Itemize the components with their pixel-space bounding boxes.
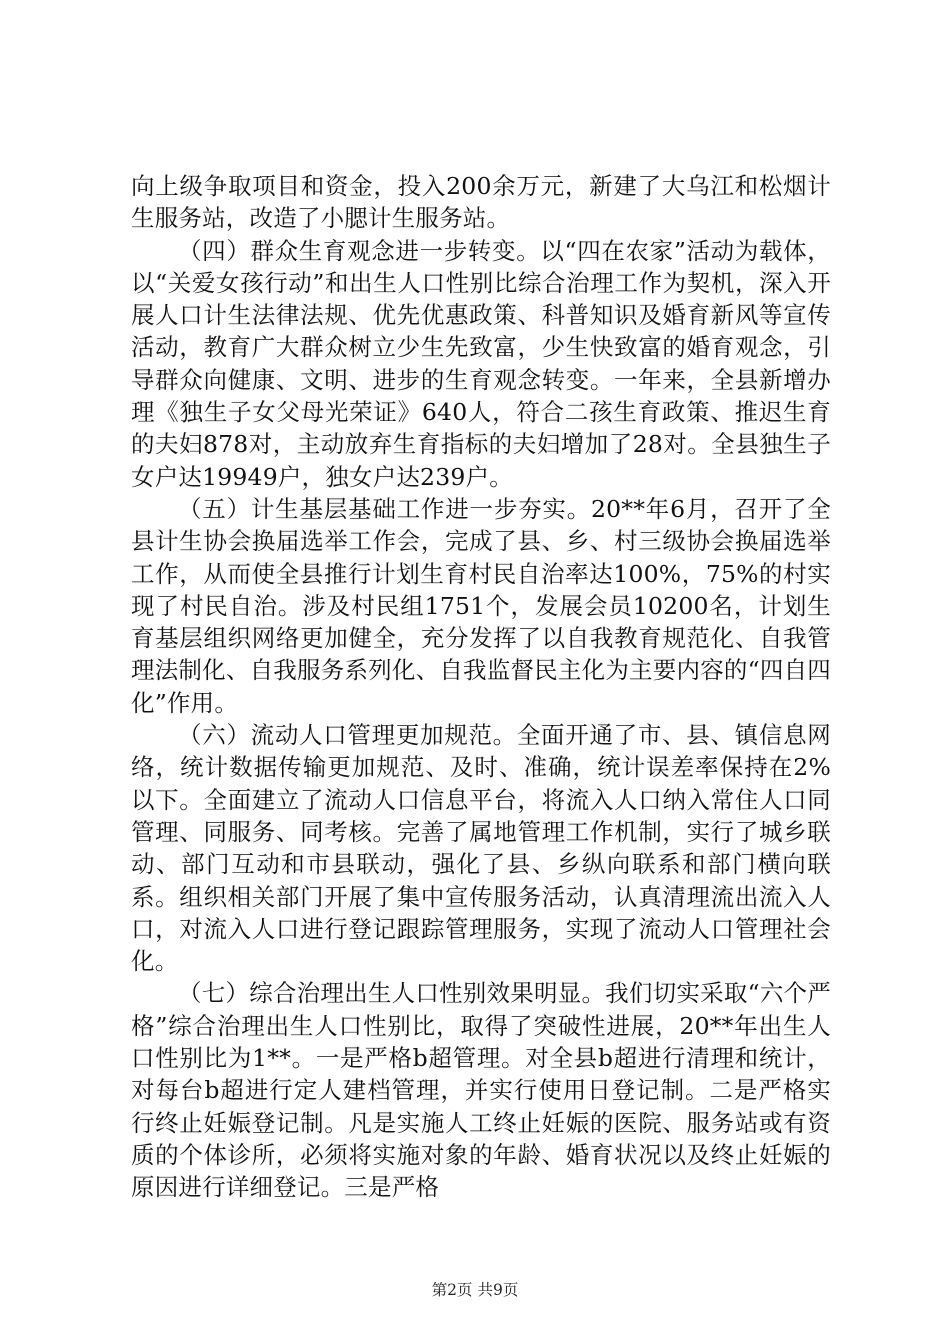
document-body [131,170,831,1204]
paragraph-5: （七）综合治理出生人口性别效果明显。我们切实采取“六个严格”综合治理出生人口性别比，取得了突破性进展，20**年出生人口性别比为1**。一是严格b超管理。对全县b超进行清理和统计，对每台b超进行定人建档管理，并实行使用日登记制。二是严格实行终止妊娠登记制。凡是实施人工终止妊娠的医院、服务站或有资质的个体诊所，必须将实施对象的年龄、婚育状况以及终止妊娠的原因进行详细登记。三是严格 [131,979,831,1202]
paragraph-2: （四）群众生育观念进一步转变。以“四在农家”活动为载体，以“关爱女孩行动”和出生人口性别比综合治理工作为契机，深入开展人口计生法律法规、优先优惠政策、科普知识及婚育新风等宣传活动，教育广大群众树立少生先致富，少生快致富的婚育观念，引导群众向健康、文明、进步的生育观念转变。一年来，全县新增办理《独生子女父母光荣证》640人，符合二孩生育政策、推迟生育的夫妇878对，主动放弃生育指标的夫妇增加了28对。全县独生子女户达19949户，独女户达239户。 [131,236,831,491]
paragraph-4: （六）流动人口管理更加规范。全面开通了市、县、镇信息网络，统计数据传输更加规范、及时、准确，统计误差率保持在2%以下。全面建立了流动人口信息平台，将流入人口纳入常住人口同管理、同服务、同考核。完善了属地管理工作机制，实行了城乡联动、部门互动和市县联动，强化了县、乡纵向联系和部门横向联系。组织相关部门开展了集中宣传服务活动，认真清理流出流入人口，对流入人口进行登记跟踪管理服务，实现了流动人口管理社会化。 [131,721,831,976]
page-footer: 第2页 共9页 [431,1281,519,1299]
paragraph-3: （五）计生基层基础工作进一步夯实。20**年6月，召开了全县计生协会换届选举工作会，完成了县、乡、村三级协会换届选举工作，从而使全县推行计划生育村民自治率达100%，75%的村实现了村民自治。涉及村民组1751个，发展会员10200名，计划生育基层组织网络更加健全，充分发挥了以自我教育规范化、自我管理法制化、自我服务系列化、自我监督民主化为主要内容的“四自四化”作用。 [131,494,831,717]
paragraph-1: 向上级争取项目和资金，投入200余万元，新建了大乌江和松烟计生服务站，改造了小腮计生服务站。 [131,172,831,233]
